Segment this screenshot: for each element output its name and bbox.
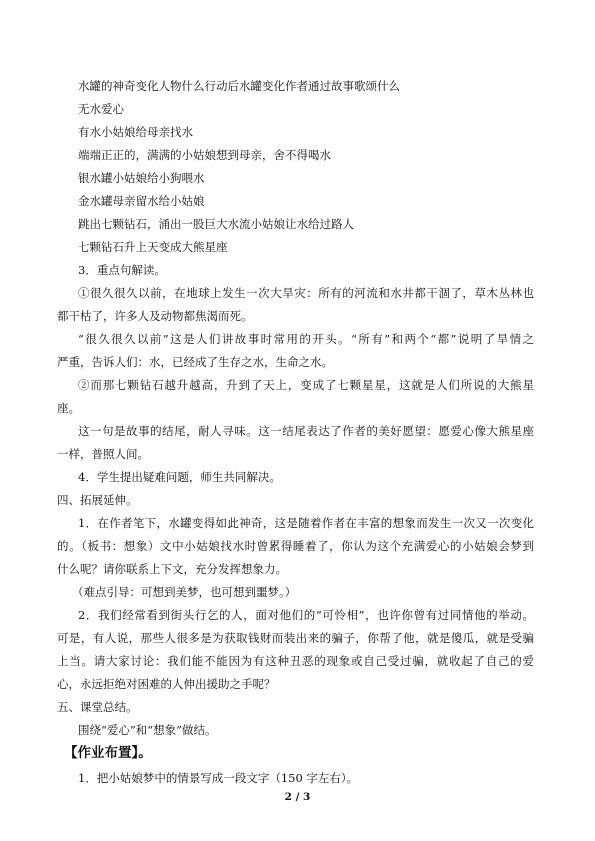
text-line: 端端正正的，满满的小姑娘想到母亲，舍不得喝水 — [78, 148, 331, 162]
text-line: 银水罐小姑娘给小狗喂水 — [78, 171, 205, 185]
text-line: 五、课堂总结。 — [57, 700, 138, 714]
text-line: ②而那七颗钻石越升越高，升到了天上，变成了七颗星星，这就是人们所说的大熊星 — [78, 378, 534, 392]
page-number: 2 / 3 — [284, 791, 311, 803]
text-line: 有水小姑娘给母亲找水 — [78, 125, 193, 139]
text-line: （难点引导：可想到美梦，也可想到噩梦。） — [72, 585, 297, 599]
text-line: 都干枯了，许多人及动物都焦渴而死。 — [57, 309, 253, 323]
text-line: ①很久很久以前，在地球上发生一次大旱灾：所有的河流和水井都干涸了，草木丛林也 — [78, 286, 534, 300]
text-line: 可是，有人说，那些人很多是为获取钱财而装出来的骗子，你帮了他，就是傻瓜，就是受骗 — [57, 631, 534, 645]
text-line: 2．我们经常看到街头行乞的人，面对他们的“可怜相”，也许你曾有过同情他的举动。 — [78, 608, 534, 622]
text-line: 围绕“爱心”和“想象”做结。 — [78, 723, 217, 737]
text-line: 水罐的神奇变化人物什么行动后水罐变化作者通过故事歌颂什么 — [78, 79, 400, 93]
text-line: 的。（板书：想象）文中小姑娘找水时曾累得睡着了，你认为这个充满爱心的小姑娘会梦到 — [57, 539, 534, 553]
text-line: 3．重点句解读。 — [78, 263, 166, 277]
text-line: 跳出七颗钻石，涌出一股巨大水流小姑娘让水给过路人 — [78, 217, 354, 231]
text-line: 1．把小姑娘梦中的情景写成一段文字（150 字左右）。 — [78, 771, 359, 785]
text-line: 座。 — [57, 401, 80, 415]
text-line: 1．在作者笔下，水罐变得如此神奇，这是随着作者在丰富的想象而发生一次又一次变化 — [78, 516, 534, 530]
text-line: 无水爱心 — [78, 102, 124, 116]
text-line: 心，永远拒绝对困难的人伸出援助之手呢？ — [57, 677, 276, 691]
text-line: 四、拓展延伸。 — [57, 493, 138, 507]
text-line: 严重，告诉人们：水，已经成了生存之水，生命之水。 — [57, 355, 333, 369]
text-line: 七颗钻石升上天变成大熊星座 — [78, 240, 228, 254]
text-line: 一样，普照人间。 — [57, 447, 149, 461]
section-header: 【作业布置】。 — [64, 745, 152, 761]
text-line: “很久很久以前”这是人们讲故事时常用的开头。“所有”和两个“都”说明了旱情之 — [78, 332, 534, 346]
text-line: 上当。请大家讨论：我们能不能因为有这种丑恶的现象或自己受过骗，就收起了自己的爱 — [57, 654, 534, 668]
text-line: 这一句是故事的结尾，耐人寻味。这一结尾表达了作者的美好愿望：愿爱心像大熊星座 — [78, 424, 534, 438]
text-line: 金水罐母亲留水给小姑娘 — [78, 194, 205, 208]
text-line: 什么呢？请你联系上下文，充分发挥想象力。 — [57, 562, 287, 576]
text-line: 4．学生提出疑难问题，师生共同解决。 — [78, 470, 281, 484]
